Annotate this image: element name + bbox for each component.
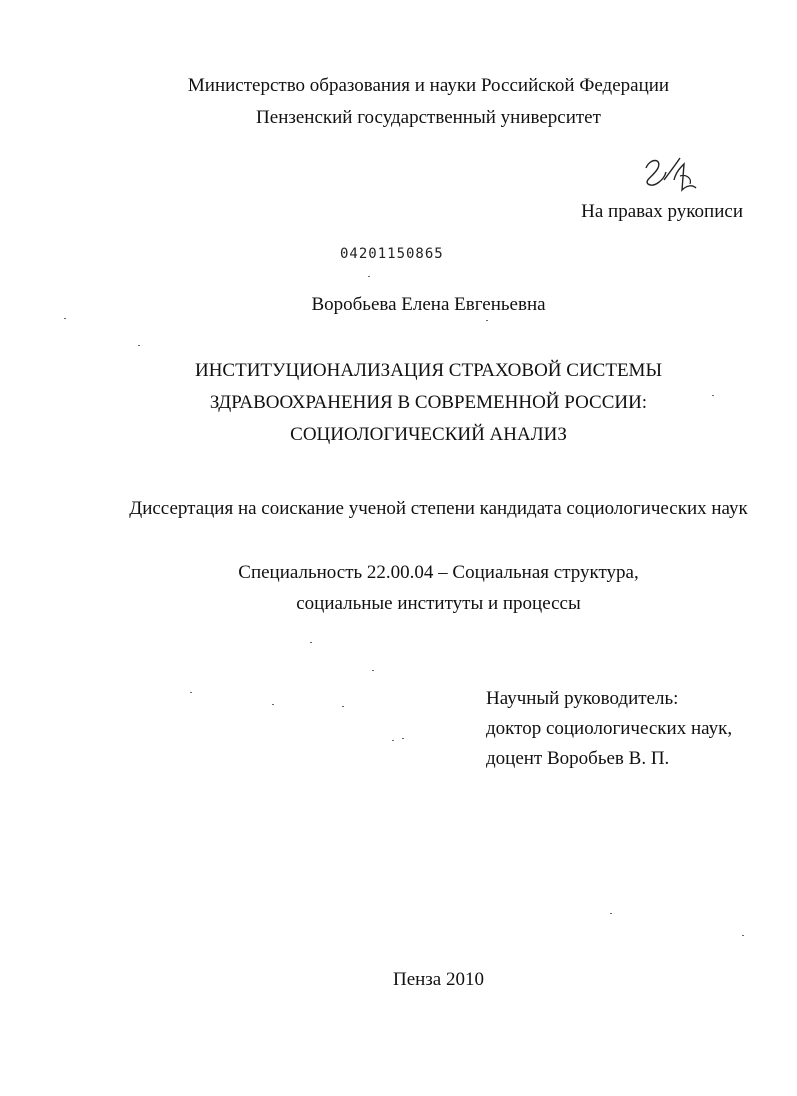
- supervisor-block: [486, 684, 732, 774]
- handwritten-signature: [640, 150, 702, 200]
- scan-speck: [742, 935, 744, 936]
- manuscript-rights-note: На правах рукописи: [581, 201, 743, 222]
- scan-speck: [712, 395, 714, 396]
- supervisor-label: Научный руководитель:: [486, 688, 679, 709]
- scan-speck: [486, 320, 488, 321]
- author-name: Воробьева Елена Евгеньевна: [311, 294, 546, 315]
- ministry-heading: Министерство образования и науки Российской Федерации: [187, 75, 670, 96]
- degree-statement: Диссертация на соискание ученой степени кандидата социологических наук: [129, 498, 748, 519]
- scan-speck: [64, 318, 66, 319]
- scan-speck: [368, 276, 370, 277]
- supervisor-degree: доктор социологических наук,: [486, 718, 733, 739]
- supervisor-name: доцент Воробьев В. П.: [486, 748, 670, 769]
- scan-speck: [190, 692, 192, 693]
- dissertation-title: [30, 355, 797, 451]
- catalog-number-stamp: 04201150865: [340, 246, 444, 262]
- scan-speck: [342, 706, 344, 707]
- city-year: Пенза 2010: [392, 969, 484, 990]
- scan-speck: [392, 740, 394, 741]
- scan-speck: [402, 738, 404, 739]
- title-line-2: ЗДРАВООХРАНЕНИЯ В СОВРЕМЕННОЙ РОССИИ:: [209, 392, 648, 413]
- university-heading: Пензенский государственный университет: [256, 107, 601, 128]
- title-line-1: ИНСТИТУЦИОНАЛИЗАЦИЯ СТРАХОВОЙ СИСТЕМЫ: [194, 360, 663, 381]
- scan-speck: [372, 670, 374, 671]
- scan-speck: [138, 345, 140, 346]
- scan-speck: [272, 704, 274, 705]
- scan-speck: [310, 642, 312, 643]
- specialty-line-2: социальные институты и процессы: [296, 593, 581, 614]
- title-line-3: СОЦИОЛОГИЧЕСКИЙ АНАЛИЗ: [290, 424, 567, 445]
- scan-speck: [610, 913, 612, 914]
- specialty-line-1: Специальность 22.00.04 – Социальная структура,: [238, 562, 639, 583]
